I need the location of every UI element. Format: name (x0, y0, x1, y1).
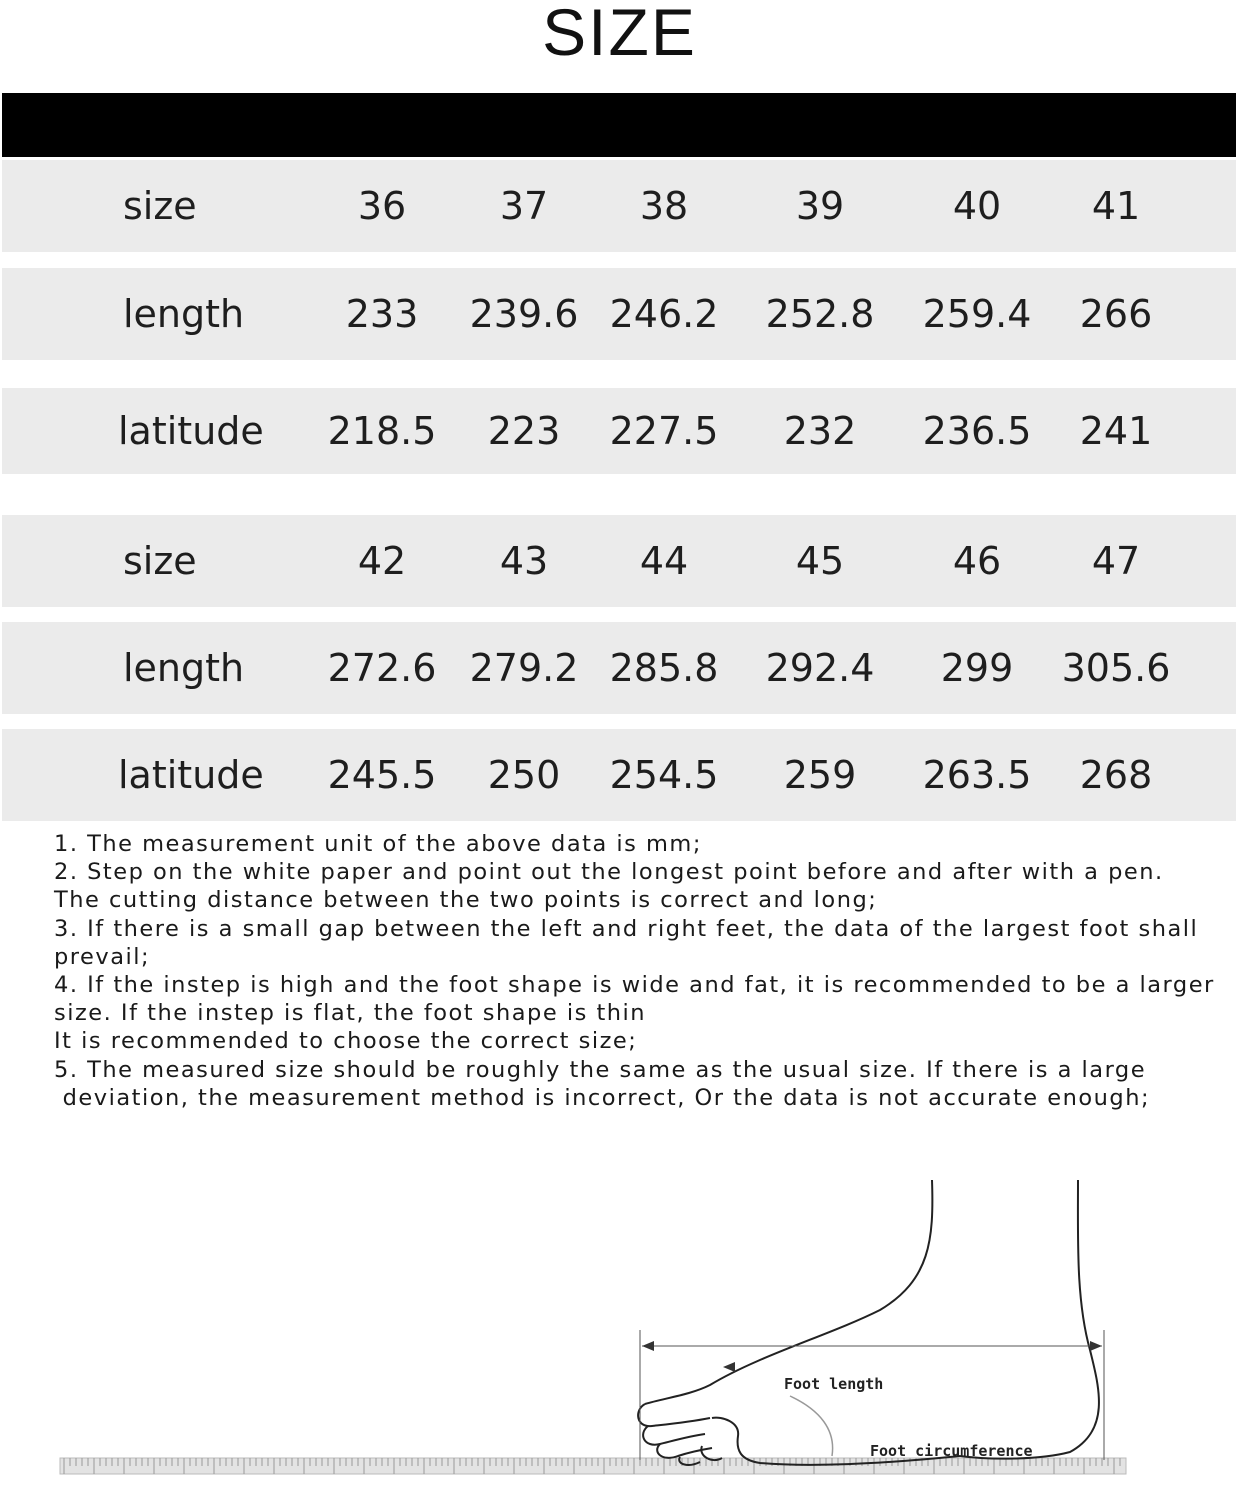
table-cell: 245.5 (327, 753, 437, 797)
note-line: 4. If the instep is high and the foot shape is wide and fat, it is recommended to be a larger (54, 972, 1215, 999)
note-line: It is recommended to choose the correct size; (54, 1028, 638, 1055)
table-cell: 241 (1079, 409, 1153, 453)
table-cell: 42 (357, 539, 407, 583)
header-bar (2, 93, 1236, 157)
row-label: latitude (118, 753, 264, 797)
table-cell: 272.6 (327, 646, 437, 690)
table-cell: 250 (487, 753, 561, 797)
note-line: 5. The measured size should be roughly the same as the usual size. If there is a large (54, 1056, 1147, 1083)
note-line: 2. Step on the white paper and point out the longest point before and after with a pen. (54, 859, 1164, 886)
row-label: latitude (118, 409, 264, 453)
table-row (2, 268, 1236, 360)
table-cell: 43 (499, 539, 549, 583)
table-cell: 39 (795, 184, 845, 228)
table-row (2, 729, 1236, 821)
row-label: length (123, 292, 245, 336)
row-label: size (123, 184, 197, 228)
table-cell: 45 (795, 539, 845, 583)
table-cell: 36 (357, 184, 407, 228)
note-line: deviation, the measurement method is incorrect, Or the data is not accurate enough; (54, 1084, 1151, 1111)
table-cell: 44 (639, 539, 689, 583)
arrow-left-icon (642, 1341, 654, 1351)
foot-circumference-label: Foot circumference (870, 1442, 1033, 1460)
row-label: size (123, 539, 197, 583)
table-cell: 252.8 (765, 292, 875, 336)
table-row (2, 515, 1236, 607)
table-cell: 47 (1091, 539, 1141, 583)
table-cell: 218.5 (327, 409, 437, 453)
table-cell: 46 (952, 539, 1002, 583)
table-cell: 268 (1079, 753, 1153, 797)
table-cell: 266 (1079, 292, 1153, 336)
table-row (2, 160, 1236, 252)
heel-outline (960, 1180, 1099, 1459)
page-title: SIZE (542, 0, 697, 69)
measurement-notes (54, 830, 1224, 1112)
foot-length-label: Foot length (784, 1375, 884, 1393)
table-row (2, 388, 1236, 474)
table-cell: 299 (940, 646, 1014, 690)
note-line: The cutting distance between the two points is correct and long; (54, 887, 878, 914)
table-cell: 38 (639, 184, 689, 228)
foot-measurement-diagram (0, 1160, 1239, 1500)
table-cell: 233 (345, 292, 419, 336)
note-line: 1. The measurement unit of the above data is mm; (54, 831, 702, 857)
foot-illustration (0, 1160, 1239, 1500)
circumference-curve (790, 1396, 833, 1456)
arrow-right-icon (1090, 1341, 1102, 1351)
table-cell: 279.2 (469, 646, 579, 690)
table-cell: 254.5 (609, 753, 719, 797)
note-line: prevail; (54, 943, 151, 970)
instep-outline (645, 1180, 932, 1404)
table-cell: 37 (499, 184, 549, 228)
table-cell: 263.5 (922, 753, 1032, 797)
table-cell: 259 (783, 753, 857, 797)
table-cell: 232 (783, 409, 857, 453)
table-cell: 292.4 (765, 646, 875, 690)
table-cell: 40 (952, 184, 1002, 228)
table-cell: 239.6 (469, 292, 579, 336)
table-row (2, 622, 1236, 714)
pointer-arrow-icon (723, 1362, 735, 1372)
table-cell: 285.8 (609, 646, 719, 690)
table-cell: 305.6 (1061, 646, 1171, 690)
note-line: size. If the instep is flat, the foot shape is thin (54, 1000, 647, 1027)
table-cell: 236.5 (922, 409, 1032, 453)
table-cell: 246.2 (609, 292, 719, 336)
note-line: 3. If there is a small gap between the left and right feet, the data of the largest foot shall (54, 915, 1199, 942)
row-label: length (123, 646, 245, 690)
table-cell: 227.5 (609, 409, 719, 453)
table-cell: 223 (487, 409, 561, 453)
table-cell: 259.4 (922, 292, 1032, 336)
table-cell: 41 (1091, 184, 1141, 228)
